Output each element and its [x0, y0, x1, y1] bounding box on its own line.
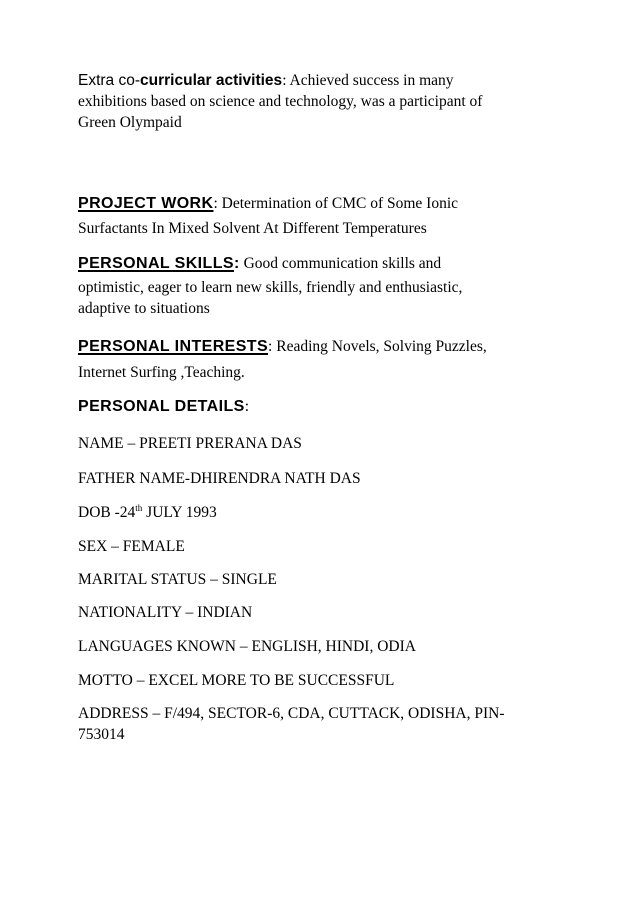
personal-skills-text-3: adaptive to situations: [78, 300, 210, 317]
project-work-colon: :: [213, 195, 218, 212]
personal-details-line: [78, 396, 558, 417]
personal-skills-colon: :: [233, 255, 240, 272]
detail-marital-status: MARITAL STATUS – SINGLE: [78, 571, 277, 588]
extra-curricular-line-1: [78, 70, 558, 91]
detail-sex: SEX – FEMALE: [78, 538, 185, 555]
detail-languages: LANGUAGES KNOWN – ENGLISH, HINDI, ODIA: [78, 638, 416, 655]
personal-skills-text-1: Good communication skills and: [243, 255, 442, 272]
detail-name: NAME – PREETI PRERANA DAS: [78, 435, 302, 452]
extra-curricular-text-1: Achieved success in many: [289, 72, 454, 89]
personal-skills-text-2: optimistic, eager to learn new skills, friendly and enthusiastic,: [78, 279, 463, 296]
detail-father-name: FATHER NAME-DHIRENDRA NATH DAS: [78, 470, 361, 487]
personal-interests-text-2: Internet Surfing ,Teaching.: [78, 364, 245, 381]
detail-nationality: NATIONALITY – INDIAN: [78, 604, 253, 621]
personal-skills-section: [78, 253, 558, 319]
detail-address-line-1: ADDRESS – F/494, SECTOR-6, CDA, CUTTACK, ODISHA, PIN-: [78, 705, 505, 722]
personal-interests-colon: :: [268, 338, 273, 355]
extra-curricular-text-3: Green Olympaid: [78, 114, 182, 131]
project-work-text-1: Determination of CMC of Some Ionic: [221, 195, 459, 212]
project-work-heading: PROJECT WORK: [78, 195, 214, 212]
personal-interests-line-1: [78, 336, 558, 358]
personal-skills-line-1: [78, 253, 558, 275]
extra-curricular-section: [78, 70, 558, 133]
detail-dob-prefix: DOB -24: [78, 504, 136, 521]
personal-interests-heading: PERSONAL INTERESTS: [78, 338, 269, 355]
detail-motto: MOTTO – EXCEL MORE TO BE SUCCESSFUL: [78, 672, 395, 689]
personal-skills-heading: PERSONAL SKILLS: [78, 255, 234, 272]
personal-interests-section: [78, 336, 558, 383]
extra-curricular-text-2: exhibitions based on science and technology, was a participant of: [78, 93, 483, 110]
personal-details-header: [78, 396, 558, 417]
project-work-line-1: [78, 193, 558, 215]
personal-details-heading: PERSONAL DETAILS: [78, 398, 245, 415]
personal-details-colon: :: [244, 398, 250, 415]
project-work-text-2: Surfactants In Mixed Solvent At Different Temperatures: [78, 220, 427, 237]
extra-curricular-colon: :: [282, 72, 287, 89]
detail-dob: [78, 503, 217, 523]
detail-dob-superscript: th: [135, 503, 143, 513]
detail-address-line-2: 753014: [78, 726, 125, 743]
project-work-section: [78, 193, 558, 239]
detail-dob-suffix: JULY 1993: [142, 504, 217, 521]
personal-interests-text-1: Reading Novels, Solving Puzzles,: [276, 338, 487, 355]
extra-curricular-label-bold: curricular activities: [140, 72, 283, 89]
extra-curricular-label-plain: Extra co-: [78, 72, 141, 89]
